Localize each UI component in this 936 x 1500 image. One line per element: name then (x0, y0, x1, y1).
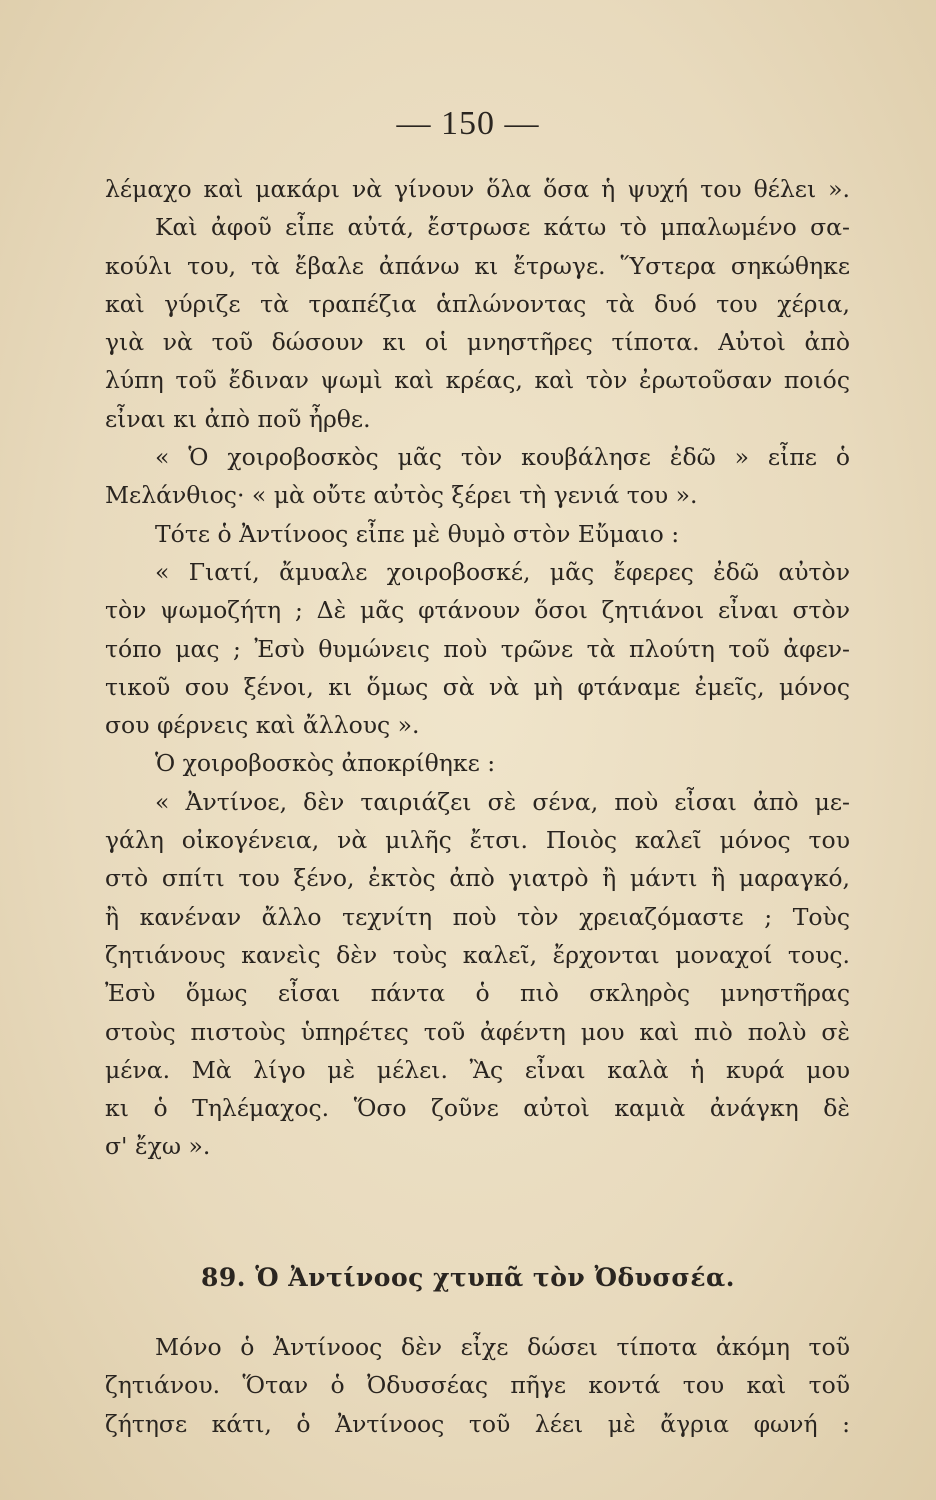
text-line: σ' ἔχω ». (105, 1132, 211, 1161)
text-line: ἢ κανέναν ἄλλο τεχνίτη ποὺ τὸν χρειαζόμαστε ; Τοὺς (105, 902, 850, 931)
text-line: « Γιατί, ἄμυαλε χοιροβοσκέ, μᾶς ἔφερες ἐδῶ αὐτὸν (155, 557, 850, 586)
text-line: ζητιάνου. Ὅταν ὁ Ὀδυσσέας πῆγε κοντά του καὶ τοῦ (105, 1371, 850, 1400)
text-line: τόπο μας ; Ἐσὺ θυμώνεις ποὺ τρῶνε τὰ πλούτη τοῦ ἀφεν- (105, 634, 850, 663)
text-line: γιὰ νὰ τοῦ δώσουν κι οἱ μνηστῆρες τίποτα. Αὐτοὶ ἀπὸ (105, 328, 850, 357)
text-line: εἶναι κι ἀπὸ ποῦ ἦρθε. (105, 404, 371, 433)
text-line: Μελάνθιος· « μὰ οὔτε αὐτὸς ξέρει τὴ γενιά του ». (105, 481, 698, 510)
text-line: « Ὁ χοιροβοσκὸς μᾶς τὸν κουβάλησε ἐδῶ » εἶπε ὁ (155, 443, 850, 472)
text-line: Ὁ χοιροβοσκὸς ἀποκρίθηκε : (155, 749, 496, 778)
text-line: στὸ σπίτι του ξένο, ἐκτὸς ἀπὸ γιατρὸ ἢ μάντι ἢ μαραγκό, (105, 864, 850, 893)
text-line: ζήτησε κάτι, ὁ Ἀντίνοος τοῦ λέει μὲ ἄγρια φωνή : (105, 1409, 850, 1438)
text-line: μένα. Μὰ λίγο μὲ μέλει. Ἂς εἶναι καλὰ ἡ κυρά μου (105, 1055, 850, 1084)
section-text (105, 1328, 850, 1443)
body-text (105, 170, 850, 1166)
text-line: λέμαχο καὶ μακάρι νὰ γίνουν ὅλα ὅσα ἡ ψυχή του θέλει ». (105, 175, 850, 203)
text-line: στοὺς πιστοὺς ὑπηρέτες τοῦ ἀφέντη μου καὶ πιὸ πολὺ σὲ (105, 1017, 850, 1046)
text-line: « Ἀντίνοε, δὲν ταιριάζει σὲ σένα, ποὺ εἶσαι ἀπὸ με- (155, 787, 850, 816)
text-line: γάλη οἰκογένεια, νὰ μιλῆς ἔτσι. Ποιὸς καλεῖ μόνος του (105, 826, 850, 855)
text-line: Καὶ ἀφοῦ εἶπε αὐτά, ἔστρωσε κάτω τὸ μπαλωμένο σα- (155, 213, 850, 242)
page-number: — 150 — (396, 105, 540, 142)
text-line: Μόνο ὁ Ἀντίνοος δὲν εἶχε δώσει τίποτα ἀκόμη τοῦ (155, 1333, 850, 1361)
section-heading: 89. Ὁ Ἀντίνοος χτυπᾶ τὸν Ὀδυσσέα. (201, 1263, 735, 1292)
text-line: Τότε ὁ Ἀντίνοος εἶπε μὲ θυμὸ στὸν Εὔμαιο : (155, 519, 680, 548)
text-line: κι ὁ Τηλέμαχος. Ὅσο ζοῦνε αὐτοὶ καμιὰ ἀνάγκη δὲ (105, 1094, 850, 1123)
text-line: τὸν ψωμοζήτη ; Δὲ μᾶς φτάνουν ὅσοι ζητιάνοι εἶναι στὸν (105, 596, 850, 625)
text-line: σου φέρνεις καὶ ἄλλους ». (105, 711, 420, 740)
text-line: καὶ γύριζε τὰ τραπέζια ἁπλώνοντας τὰ δυό του χέρια, (105, 289, 850, 318)
text-line: λύπη τοῦ ἔδιναν ψωμὶ καὶ κρέας, καὶ τὸν ἐρωτοῦσαν ποιός (105, 366, 850, 395)
text-line: κούλι του, τὰ ἔβαλε ἀπάνω κι ἔτρωγε. Ὕστερα σηκώθηκε (105, 251, 850, 280)
text-line: ζητιάνους κανεὶς δὲν τοὺς καλεῖ, ἔρχονται μοναχοί τους. (105, 940, 850, 969)
text-line: Ἐσὺ ὅμως εἶσαι πάντα ὁ πιὸ σκληρὸς μνηστῆρας (105, 979, 850, 1008)
text-line: τικοῦ σου ξένοι, κι ὅμως σὰ νὰ μὴ φτάναμε ἐμεῖς, μόνος (105, 672, 850, 701)
